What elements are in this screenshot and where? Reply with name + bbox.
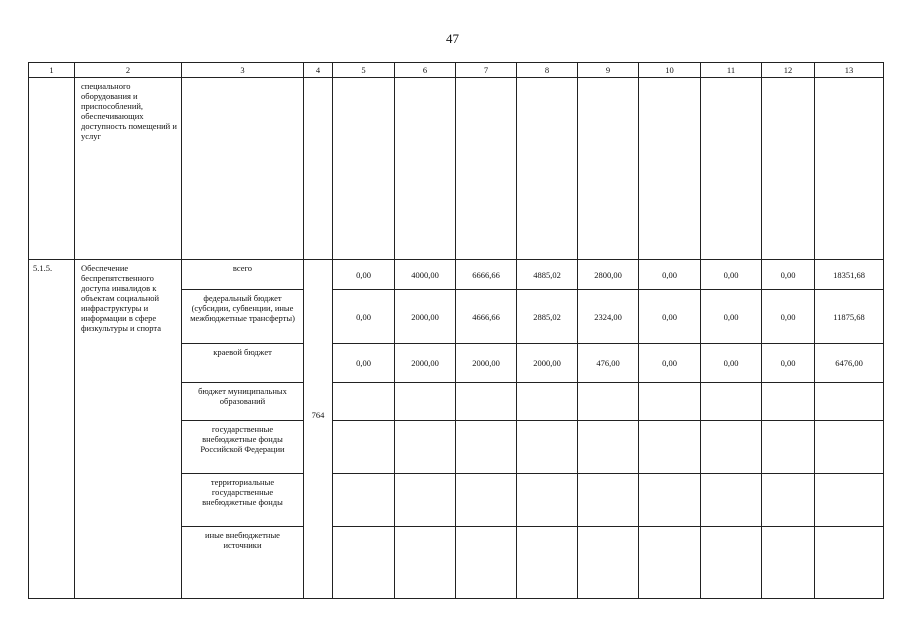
header-cell: 5 [333,63,395,78]
value-cell [701,383,762,421]
value-cell [762,383,815,421]
value-cell [639,421,701,474]
value-cell [395,421,456,474]
value-cell [333,527,395,599]
value-cell: 0,00 [701,260,762,290]
value-cell [456,527,517,599]
value-cell: 4000,00 [395,260,456,290]
value-cell [762,421,815,474]
value-cell [578,474,639,527]
value-cell [456,421,517,474]
header-cell: 2 [75,63,182,78]
table-cell [762,78,815,260]
header-cell: 1 [29,63,75,78]
value-cell [815,383,884,421]
value-cell [639,527,701,599]
funding-source: иные внебюджетные источники [182,527,304,599]
header-cell: 8 [517,63,578,78]
item-code [304,260,333,599]
funding-source: краевой бюджет [182,344,304,383]
header-cell: 10 [639,63,701,78]
value-cell: 2000,00 [456,344,517,383]
header-cell: 3 [182,63,304,78]
header-cell: 7 [456,63,517,78]
value-cell: 0,00 [701,290,762,344]
value-cell [701,421,762,474]
header-cell: 6 [395,63,456,78]
value-cell: 0,00 [639,260,701,290]
header-cell: 13 [815,63,884,78]
value-cell: 11875,68 [815,290,884,344]
value-cell [517,527,578,599]
table-cell [701,78,762,260]
value-cell: 0,00 [701,344,762,383]
value-cell [578,383,639,421]
value-cell [639,383,701,421]
item-number: 5.1.5. [29,260,75,599]
value-cell: 0,00 [333,260,395,290]
table-cell [29,78,75,260]
value-cell [578,421,639,474]
funding-source: всего [182,260,304,290]
header-cell: 11 [701,63,762,78]
value-cell: 4666,66 [456,290,517,344]
value-cell [815,527,884,599]
budget-table [28,62,884,599]
item-code-text: 764 [311,410,325,420]
value-cell: 4885,02 [517,260,578,290]
value-cell [815,474,884,527]
header-cell: 12 [762,63,815,78]
page-number: 47 [446,31,459,46]
table-cell [639,78,701,260]
table-cell [578,78,639,260]
value-cell [395,527,456,599]
value-cell: 0,00 [639,290,701,344]
value-cell: 2000,00 [395,290,456,344]
value-cell: 2000,00 [517,344,578,383]
value-cell [456,474,517,527]
value-cell: 18351,68 [815,260,884,290]
value-cell [639,474,701,527]
value-cell [815,421,884,474]
table-cell [456,78,517,260]
value-cell [395,383,456,421]
value-cell: 0,00 [762,260,815,290]
value-cell [333,474,395,527]
funding-source: территориальные государственные внебюджетные фонды [182,474,304,527]
continuation-name: специального оборудования и приспособлений, обеспечивающих доступность помещений и услуг [75,78,182,260]
value-cell [578,527,639,599]
value-cell [762,527,815,599]
value-cell: 0,00 [762,344,815,383]
value-cell [456,383,517,421]
value-cell [762,474,815,527]
table-cell [815,78,884,260]
value-cell [701,474,762,527]
value-cell [333,383,395,421]
value-cell [517,421,578,474]
header-row [29,63,884,78]
value-cell: 0,00 [762,290,815,344]
value-cell [517,474,578,527]
value-cell: 0,00 [639,344,701,383]
funding-source: государственные внебюджетные фонды Российской Федерации [182,421,304,474]
value-cell [517,383,578,421]
table-cell [517,78,578,260]
value-cell: 2800,00 [578,260,639,290]
value-cell [701,527,762,599]
table-cell [395,78,456,260]
value-cell: 476,00 [578,344,639,383]
value-cell [333,421,395,474]
value-cell: 6666,66 [456,260,517,290]
funding-source: бюджет муниципальных образований [182,383,304,421]
continuation-row [29,78,884,260]
value-cell: 6476,00 [815,344,884,383]
table-cell [304,78,333,260]
value-cell: 2885,02 [517,290,578,344]
table-cell [182,78,304,260]
header-cell: 9 [578,63,639,78]
header-cell: 4 [304,63,333,78]
value-cell: 2324,00 [578,290,639,344]
value-cell: 2000,00 [395,344,456,383]
value-cell: 0,00 [333,290,395,344]
value-cell [395,474,456,527]
funding-source: федеральный бюджет (субсидии, субвенции, иные межбюджетные трансферты) [182,290,304,344]
table-cell [333,78,395,260]
item-name: Обеспечение беспрепятственного доступа инвалидов к объектам социальной инфраструктуры и информации в сфере физкультуры и спорта [75,260,182,599]
value-cell: 0,00 [333,344,395,383]
table-row [29,260,884,290]
